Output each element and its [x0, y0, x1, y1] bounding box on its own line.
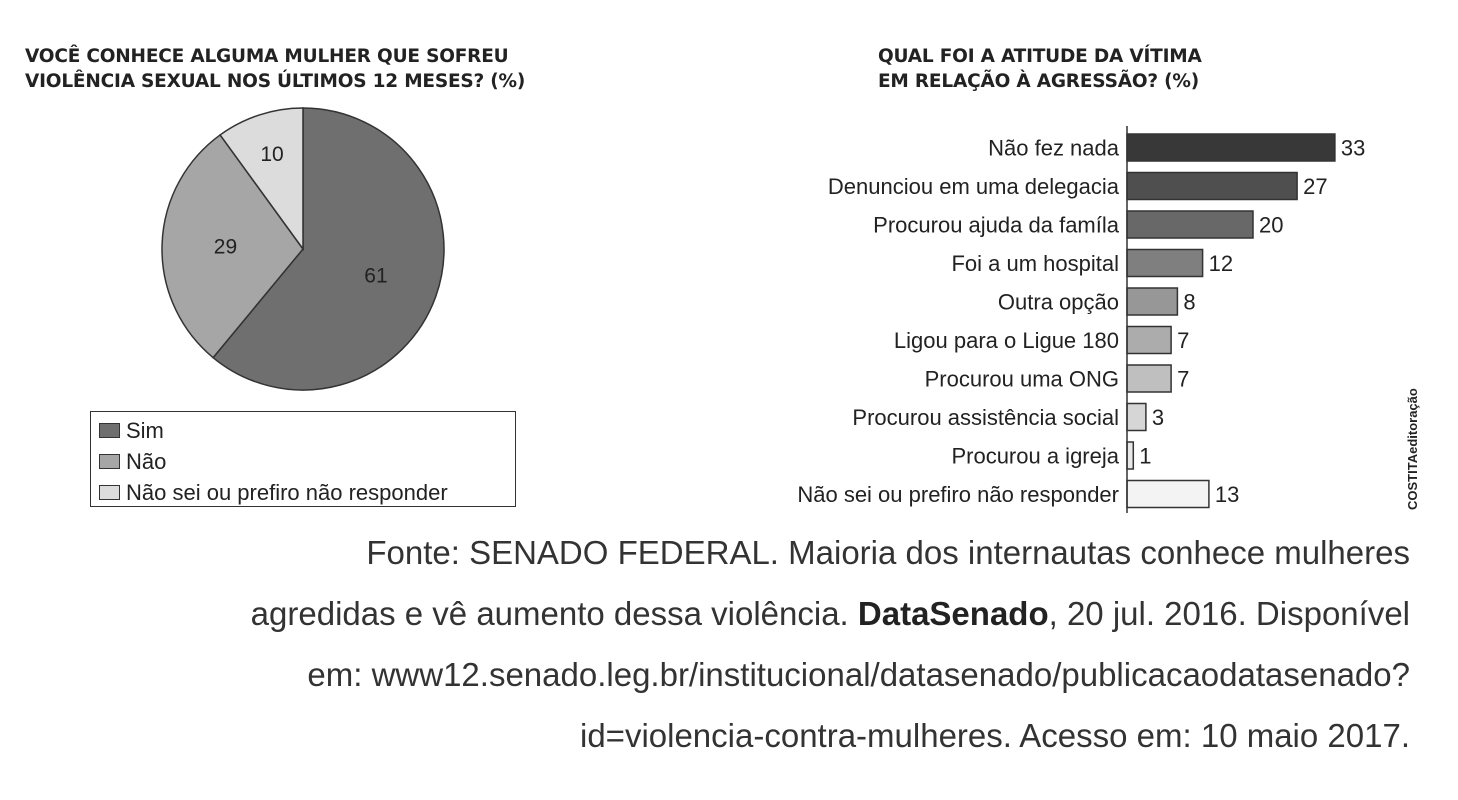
- source-citation: [40, 522, 1410, 766]
- bar-category-label-0: Não fez nada: [988, 135, 1119, 161]
- pie-label-nao: 29: [213, 235, 238, 259]
- source-line-2-post: , 20 jul. 2016. Disponível: [1048, 595, 1410, 632]
- source-line-1: Fonte: SENADO FEDERAL. Maioria dos internautas conhece mulheres: [366, 534, 1410, 571]
- bar-category-label-4: Outra opção: [997, 289, 1119, 315]
- bar-6: [1127, 365, 1171, 392]
- bar-value-label-0: 33: [1340, 135, 1366, 161]
- legend-item-sim: [99, 415, 515, 446]
- bar-value-label-7: 3: [1151, 405, 1165, 430]
- bar-0: [1127, 134, 1335, 161]
- bar-8: [1127, 442, 1133, 469]
- bar-category-label-7: Procurou assistência social: [852, 405, 1119, 430]
- bar-category-label-6: Procurou uma ONG: [924, 366, 1119, 392]
- bar-chart: [700, 120, 1390, 515]
- bar-value-label-8: 1: [1139, 443, 1152, 469]
- pie-label-nao-sei: 10: [260, 142, 284, 166]
- bar-4: [1127, 288, 1177, 315]
- bar-category-label-9: Não sei ou prefiro não responder: [797, 482, 1119, 507]
- source-publisher: DataSenado: [857, 595, 1049, 632]
- pie-title-line-2: VIOLÊNCIA SEXUAL NOS ÚLTIMOS 12 MESES? (%): [25, 71, 526, 92]
- bar-value-label-1: 27: [1303, 174, 1328, 199]
- bar-category-label-8: Procurou a igreja: [951, 443, 1119, 469]
- source-line-3: em: www12.senado.leg.br/institucional/datasenado/publicacaodatasenado?: [307, 656, 1410, 693]
- legend-label-sim: Sim: [126, 417, 164, 443]
- source-line-2-pre: agredidas e vê aumento dessa violência.: [250, 595, 858, 632]
- source-line-4: id=violencia-contra-mulheres. Acesso em: 10 maio 2017.: [579, 717, 1410, 754]
- bar-category-label-2: Procurou ajuda da famíla: [873, 212, 1119, 238]
- bar-value-label-3: 12: [1208, 251, 1234, 276]
- bar-value-label-5: 7: [1177, 328, 1190, 353]
- pie-title-line-1: VOCÊ CONHECE ALGUMA MULHER QUE SOFREU: [25, 46, 509, 67]
- bar-value-label-2: 20: [1259, 212, 1284, 238]
- pie-chart: [150, 100, 460, 400]
- legend-label-nao-sei: Não sei ou prefiro não responder: [126, 479, 448, 505]
- bar-2: [1127, 211, 1253, 238]
- pie-label-sim: 61: [364, 264, 388, 288]
- bar-category-label-5: Ligou para o Ligue 180: [893, 328, 1119, 353]
- legend-swatch-nao: [99, 454, 120, 469]
- bar-value-label-6: 7: [1177, 366, 1190, 392]
- bar-value-label-4: 8: [1183, 289, 1196, 315]
- pie-legend: [90, 411, 516, 507]
- bar-7: [1127, 404, 1146, 431]
- bar-3: [1127, 250, 1203, 277]
- credit-text: COSTITAeditoração: [1405, 388, 1420, 510]
- bar-chart-title: [878, 44, 1398, 94]
- legend-swatch-sim: [99, 423, 120, 438]
- pie-chart-title: [25, 44, 645, 94]
- bar-9: [1127, 481, 1209, 508]
- bar-category-label-1: Denunciou em uma delegacia: [827, 174, 1119, 199]
- bar-category-label-3: Foi a um hospital: [951, 251, 1119, 276]
- legend-label-nao: Não: [126, 448, 167, 474]
- bar-1: [1127, 173, 1297, 200]
- source-line-2: [40, 583, 1410, 644]
- bar-title-line-1: QUAL FOI A ATITUDE DA VÍTIMA: [878, 46, 1202, 67]
- legend-item-nao: [99, 446, 515, 477]
- legend-swatch-nao-sei: [99, 485, 120, 500]
- legend-item-nao-sei: [99, 477, 515, 508]
- bar-value-label-9: 13: [1214, 482, 1240, 507]
- bar-title-line-2: EM RELAÇÃO À AGRESSÃO? (%): [878, 71, 1199, 92]
- bar-5: [1127, 327, 1171, 354]
